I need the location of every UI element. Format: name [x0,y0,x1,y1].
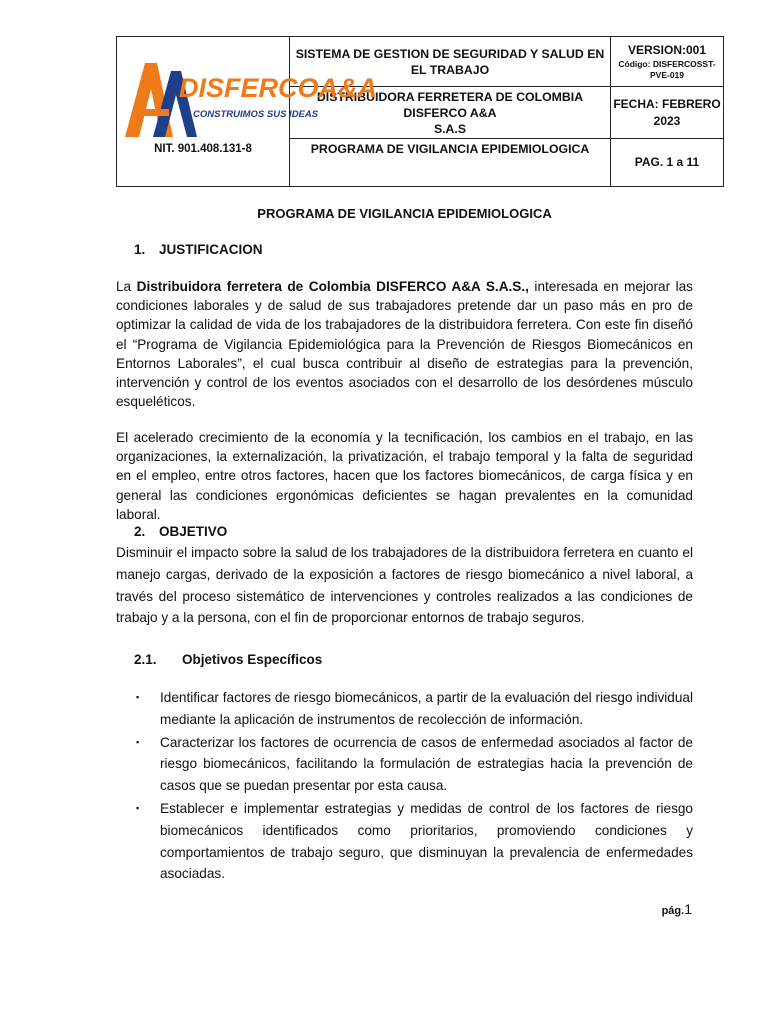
section-1-number: 1. [134,242,146,257]
list-item: ▪ Establecer e implementar estrategias y medidas de control de los factores de riesgo biomecánicos identificados como prioritarios, promoviendo condiciones y comportamientos de trabajo seguro, que disminuyan la prevalencia de enfermedades asociadas. [134,798,693,885]
company-line-3: S.A.S [433,121,467,136]
company-line-2: DISFERCO A&A [403,105,497,120]
page-label: pág. [661,905,685,917]
subsection-2-1-number: 2.1. [134,652,157,667]
subsection-2-1-heading [134,650,322,669]
date-cell [611,87,724,139]
list-item: ▪ Caracterizar los factores de ocurrencia de casos de enfermedad asociados al factor de riesgo biomecánicos, facilitando la formulación de estrategias hacia la prevención de casos que se puedan presentar por esta causa. [134,732,693,797]
company-name-bold: Distribuidora ferretera de Colombia DISFERCO A&A S.A.S., [136,279,529,294]
program-name-cell [290,139,611,187]
bullet-marker: ▪ [136,736,140,747]
nit-number: NIT. 901.408.131-8 [154,143,252,155]
document-title: PROGRAMA DE VIGILANCIA EPIDEMIOLOGICA [257,206,552,221]
system-name: SISTEMA DE GESTION DE SEGURIDAD Y SALUD EN EL TRABAJO [295,46,605,77]
justification-paragraph-1: La Distribuidora ferretera de Colombia DISFERCO A&A S.A.S., interesada en mejorar las condiciones laborales y de salud de sus trabajadores pretende dar un paso más en pro de optimizar la calidad de vida de los trabajadores de la distribuidora ferretera. Con este fin diseñó el “Programa de Vigilancia Epidemiológica para la Prevención de Riesgos Biomecánicos en Entornos Laborales”, el cual busca contribuir al diseño de estrategias para la prevención, intervención y control de los eventos asociados con el desarrollo de los desórdenes músculo esqueléticos. [116,279,693,410]
version-label: VERSION:001 [627,43,707,57]
specific-objectives-list [134,687,693,886]
page-count-cell [611,139,724,187]
logo-slogan: CONSTRUIMOS SUS IDEAS [193,109,319,120]
objective-paragraph: Disminuir el impacto sobre la salud de los trabajadores de la distribuidora ferretera en cuanto el manejo cargas, derivado de la exposición a factores de riesgo biomecánico a nivel laboral, a través del proceso sistemático de intervenciones y controles realizados a las condiciones de trabajo y a la persona, con el fin de proporcionar entornos de trabajo seguros. [116,545,693,626]
section-2-number: 2. [134,524,146,539]
page-footer [662,901,692,917]
list-item: ▪ Identificar factores de riesgo biomecánicos, a partir de la evaluación del riesgo individual mediante la aplicación de instrumentos de recolección de información. [134,687,693,731]
company-logo [123,51,378,141]
version-cell [611,37,724,87]
section-1-title: JUSTIFICACION [159,242,263,257]
justification-paragraph-2: El acelerado crecimiento de la economía y la tecnificación, los cambios en el trabajo, en las organizaciones, la externalización, la privatización, el trabajo temporal y la falta de seguridad en el empleo, entre otros factores, hacen que los factores biomecánicos, de carga física y en general las condiciones ergonómicas deficientes se hagan prevalentes en la comunidad laboral. [116,430,693,522]
logo-cell [117,37,378,187]
page-count: PAG. 1 a 11 [634,155,700,169]
program-name: PROGRAMA DE VIGILANCIA EPIDEMIOLOGICA [310,142,590,156]
document-header-table [116,36,724,187]
section-1-heading [134,240,263,259]
document-code: Código: DISFERCOSST-PVE-019 [618,59,716,80]
page-number: 1 [684,901,692,917]
bullet-marker: ▪ [136,692,140,702]
document-date: FECHA: FEBRERO 2023 [613,96,721,128]
subsection-2-1-title: Objetivos Específicos [182,652,323,667]
bullet-marker: ▪ [136,802,140,813]
logo-text: DISFERCOA&A [179,73,378,103]
section-2-title: OBJETIVO [159,524,228,539]
company-line-1: DISTRIBUIDORA FERRETERA DE COLOMBIA [316,89,584,104]
section-2-heading [134,522,227,541]
